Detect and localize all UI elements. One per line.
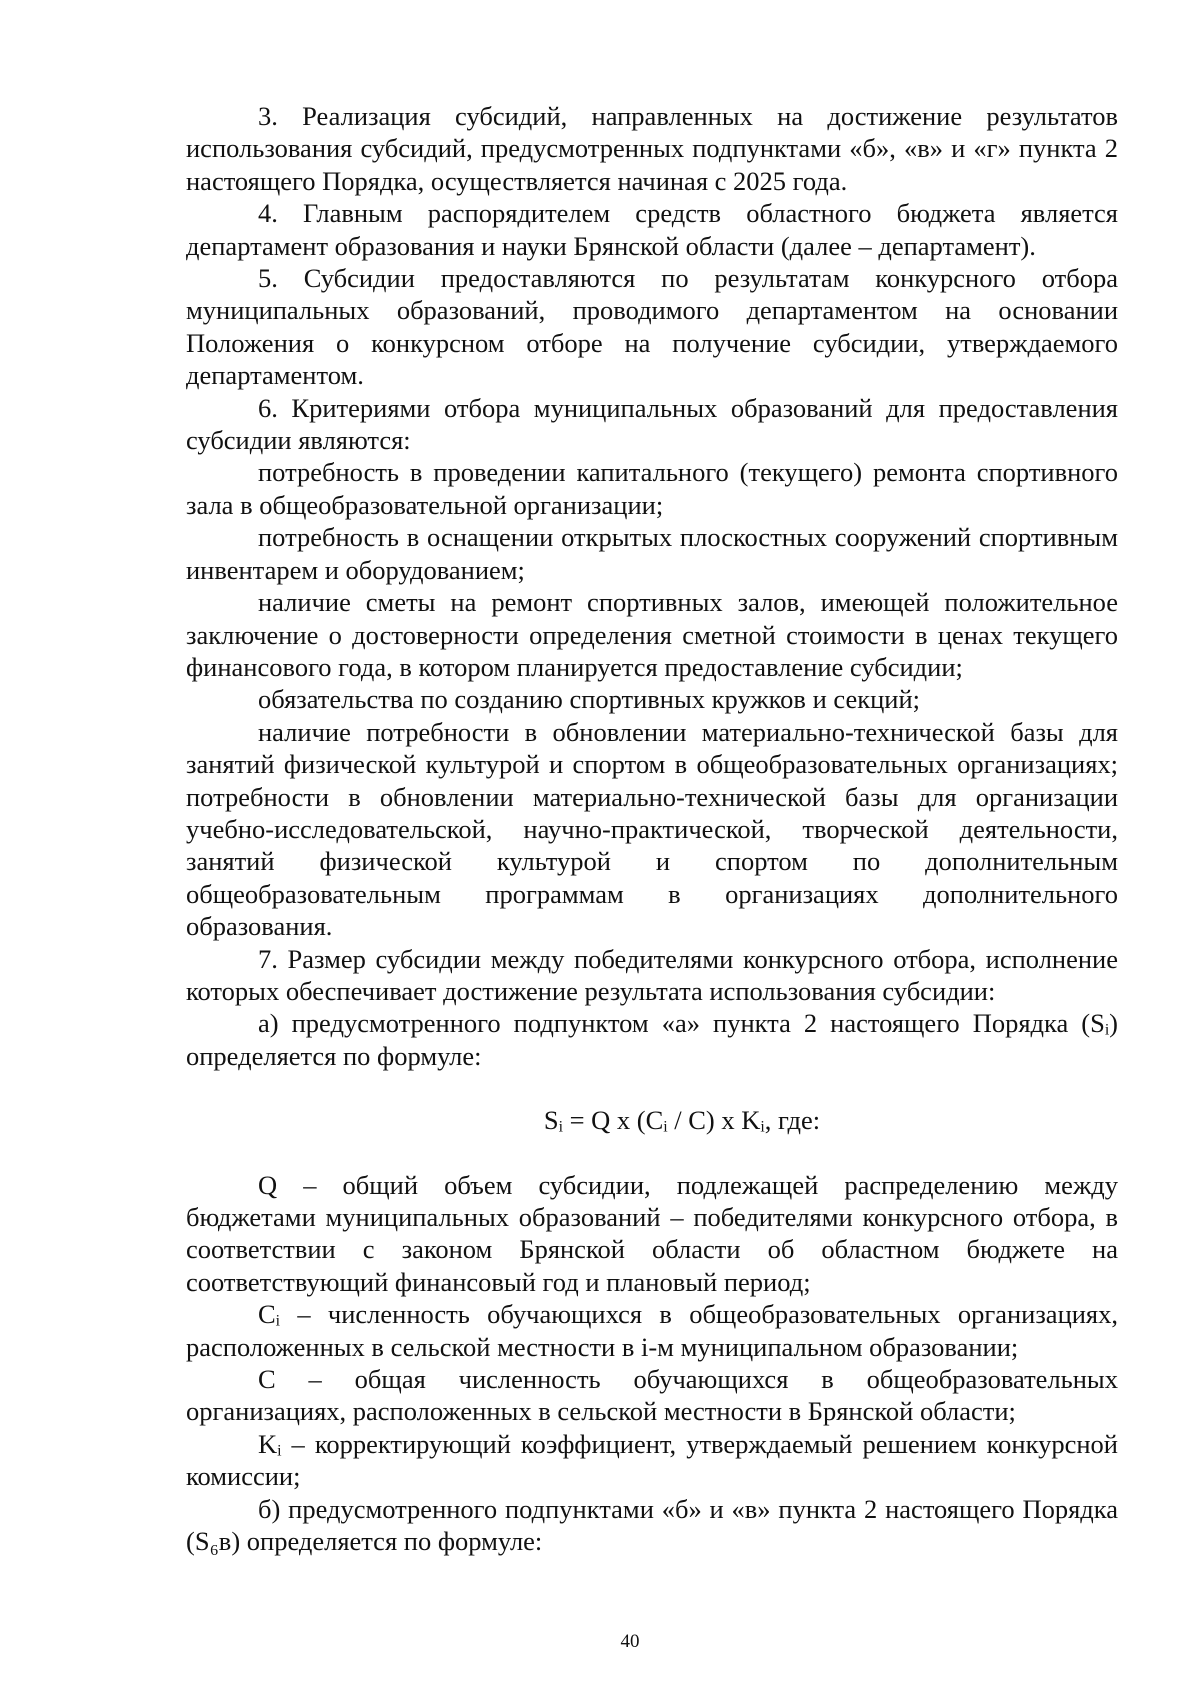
definition-q: Q – общий объем субсидии, подлежащей распределению между бюджетами муниципальных образований – победителями конкурсного отбора, в соответствии с законом Брянской области об областном бюджете на соответствующий финансовый год и плановый период; bbox=[186, 1169, 1118, 1297]
formula-si: Sᵢ = Q x (Cᵢ / C) x Kᵢ, где: bbox=[543, 1105, 821, 1136]
paragraph-item-6: 6. Критериями отбора муниципальных образований для предоставления субсидии являются: bbox=[186, 392, 1118, 456]
paragraph-item-3: 3. Реализация субсидий, направленных на достижение результатов использования субсидий, предусмотренных подпунктами «б», «в» и «г» пункта 2 настоящего Порядка, осуществляется начиная с 2025 года. bbox=[186, 101, 1118, 196]
criterion-obligations: обязательства по созданию спортивных кружков и секций; bbox=[258, 684, 921, 715]
paragraph-item-5: 5. Субсидии предоставляются по результатам конкурсного отбора муниципальных образований, проводимого департаментом на основании Положения о конкурсном отборе на получение субсидии, утверждаемого департаментом. bbox=[186, 263, 1118, 391]
definition-ki: Kᵢ – корректирующий коэффициент, утверждаемый решением конкурсной комиссии; bbox=[186, 1428, 1118, 1492]
criterion-material-base: наличие потребности в обновлении материально-технической базы для занятий физической культурой и спортом в общеобразовательных организациях; потребности в обновлении материально-технической базы для организации учебно-исследовательской, научно-практической, творческой деятельности, занятий физической культурой и спортом по дополнительным общеобразовательным программам в организациях дополнительного образования. bbox=[186, 716, 1118, 942]
document-body bbox=[186, 100, 1118, 1557]
subitem-a: а) предусмотренного подпунктом «а» пункта 2 настоящего Порядка (Sᵢ) определяется по формуле: bbox=[186, 1008, 1118, 1071]
criterion-equipment-need: потребность в оснащении открытых плоскостных сооружений спортивным инвентарем и оборудованием; bbox=[186, 522, 1118, 585]
page-number: 40 bbox=[620, 1631, 640, 1652]
subitem-b: б) предусмотренного подпунктами «б» и «в» пункта 2 настоящего Порядка (S₆в) определяется по формуле: bbox=[186, 1493, 1118, 1557]
paragraph-item-4: 4. Главным распорядителем средств областного бюджета является департамент образования и науки Брянской области (далее – департамент). bbox=[186, 198, 1118, 261]
criterion-repair-need: потребность в проведении капитального (текущего) ремонта спортивного зала в общеобразовательной организации; bbox=[186, 457, 1118, 520]
definition-ci: Cᵢ – численность обучающихся в общеобразовательных организациях, расположенных в сельской местности в i-м муниципальном образовании; bbox=[186, 1299, 1118, 1362]
definition-c: C – общая численность обучающихся в общеобразовательных организациях, расположенных в сельской местности в Брянской области; bbox=[186, 1364, 1118, 1427]
criterion-estimate: наличие сметы на ремонт спортивных залов, имеющей положительное заключение о достоверности определения сметной стоимости в ценах текущего финансового года, в котором планируется предоставление субсидии; bbox=[186, 587, 1118, 682]
paragraph-item-7: 7. Размер субсидии между победителями конкурсного отбора, исполнение которых обеспечивает достижение результата использования субсидии: bbox=[186, 943, 1118, 1006]
